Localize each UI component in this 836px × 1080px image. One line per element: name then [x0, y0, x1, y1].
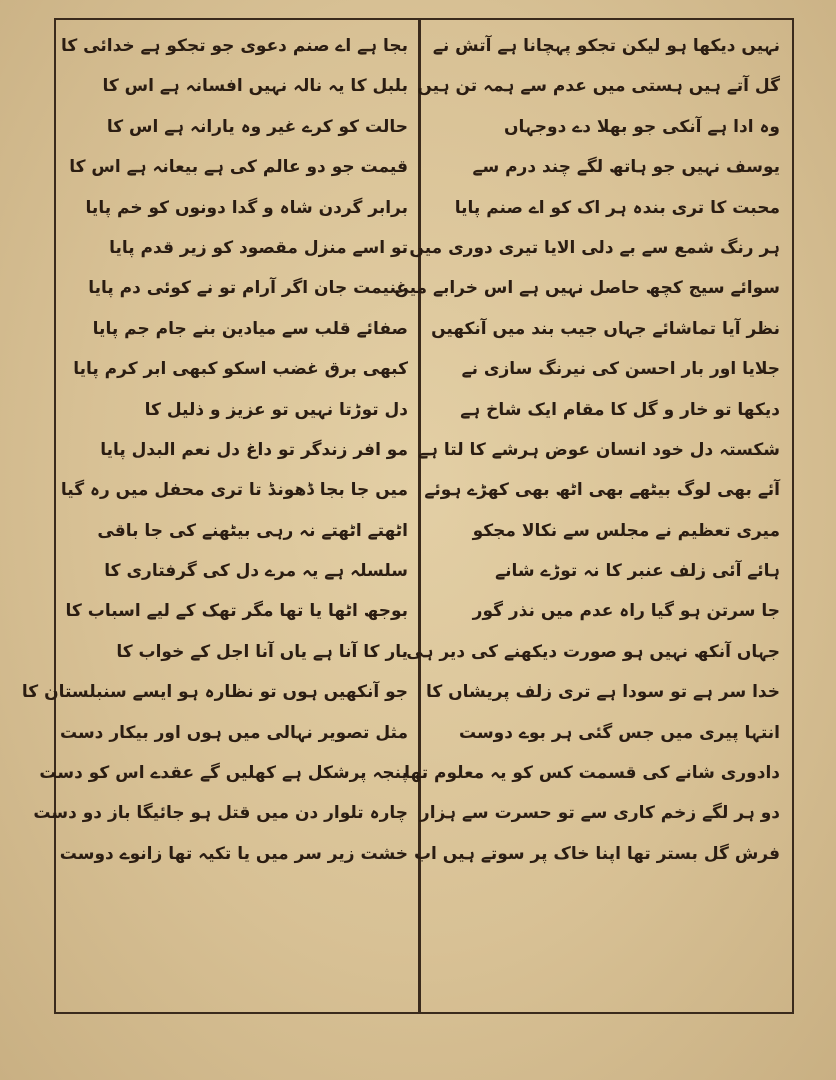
verse-line: جلایا اور بار احسن کی نیرنگ سازی نے	[461, 359, 780, 380]
verse-line: ہر رنگ شمع سے بے دلی الایا تیری دوری میں	[409, 237, 780, 258]
verse-line: نہیں دیکھا ہو لیکن تجکو پہچانا ہے آتش نے	[432, 36, 780, 56]
verse-line: شکستہ دل خود انسان عوض ہرشے کا لتا ہے	[418, 439, 780, 460]
verse-line: سوائے سیج کچھ حاصل نہیں ہے اس خرابے میں	[394, 278, 780, 299]
verse-line: جا سرتن ہو گیا راہ عدم میں نذر گور	[472, 601, 780, 622]
verse-line: اٹھتے اٹھتے نہ رہی بیٹھنے کی جا باقی	[97, 520, 408, 541]
verse-line: قیمت جو دو عالم کی ہے بیعانہ ہے اس کا	[69, 157, 408, 178]
verse-line: دل توڑتا نہیں تو عزیز و ذلیل کا	[144, 399, 408, 420]
left-column-text	[21, 26, 412, 1006]
verse-line: جو آنکھیں ہوں تو نظارہ ہو ایسے سنبلستان کا	[21, 682, 408, 703]
verse-line: محبت کا تری بندہ ہر اک کو اے صنم پایا	[454, 197, 780, 218]
verse-line: میں جا بجا ڈھونڈ تا تری محفل میں رہ گیا	[60, 480, 408, 501]
verse-line: برابر گردن شاہ و گدا دونوں کو خم پایا	[85, 197, 408, 218]
verse-line: بوجھ اٹھا یا تھا مگر تھک کے لیے اسباب کا	[65, 601, 408, 622]
verse-line: نظر آیا تماشائے جہاں جیب بند میں آنکھیں	[431, 318, 780, 339]
verse-line: جہاں آنکھ نہیں ہو صورت دیکھنے کی دیر ہی	[406, 641, 780, 662]
verse-line: گل آتے ہیں ہستی میں عدم سے ہمہ تن ہیں	[417, 76, 780, 97]
verse-line: دیکھا تو خار و گل کا مقام ایک شاخ ہے	[460, 399, 780, 420]
verse-line: خشت زیر سر میں یا تکیہ تھا زانوے دوست	[59, 843, 408, 864]
verse-line: بلبل کا یہ نالہ نہیں افسانہ ہے اس کا	[102, 76, 408, 97]
verse-line: صفائے قلب سے میادین بنے جام جم پایا	[92, 318, 408, 339]
verse-line: ہائے آئی زلف عنبر کا نہ توڑے شانے	[495, 561, 780, 582]
verse-line: مثل تصویر نہالی میں ہوں اور بیکار دست	[59, 722, 408, 743]
verse-line: سلسلہ ہے یہ مرے دل کی گرفتاری کا	[104, 561, 408, 582]
verse-line: دادوری شانے کی قسمت کس کو یہ معلوم تھا	[404, 763, 780, 784]
verse-line: یوسف نہیں جو ہاتھ لگے چند درم سے	[472, 157, 780, 178]
verse-line: مو افر زندگر تو داغ دل نعم البدل پایا	[100, 439, 408, 460]
verse-line: بجا ہے اے صنم دعوی جو تجکو ہے خدائی کا	[60, 36, 408, 56]
verse-line: فرش گل بستر تھا اپنا خاک پر سوتے ہیں اب	[413, 843, 780, 864]
verse-line: یار کا آنا ہے یاں آنا اجل کے خواب کا	[116, 641, 408, 662]
verse-line: میری تعظیم نے مجلس سے نکالا مجکو	[472, 520, 780, 541]
verse-line: آئے بھی لوگ بیٹھے بھی اٹھ بھی کھڑے ہوئے	[424, 480, 780, 501]
right-column-text	[394, 26, 786, 1006]
verse-line: انتہا پیری میں جس گئی ہر بوے دوست	[458, 722, 780, 743]
verse-line: پنجہ پرشکل ہے کھلیں گے عقدے اس کو دست	[39, 763, 408, 784]
verse-line: تو اسے منزل مقصود کو زیر قدم پایا	[109, 237, 408, 258]
verse-line: کبھی برق غضب اسکو کبھی ابر کرم پایا	[73, 359, 408, 380]
verse-line: وہ ادا ہے آنکی جو بھلا دے دوجہاں	[503, 116, 780, 137]
verse-line: دو ہر لگے زخم کاری سے تو حسرت سے ہزار	[419, 803, 780, 824]
verse-line: حالت کو کرے غیر وہ یارانہ ہے اس کا	[106, 116, 408, 137]
verse-line: چارہ تلوار دن میں قتل ہو جائیگا باز دو دست	[33, 803, 408, 824]
verse-line: غنیمت جان اگر آرام تو نے کوئی دم پایا	[88, 278, 408, 299]
verse-line: خدا سر ہے تو سودا ہے تری زلف پریشاں کا	[425, 682, 780, 703]
